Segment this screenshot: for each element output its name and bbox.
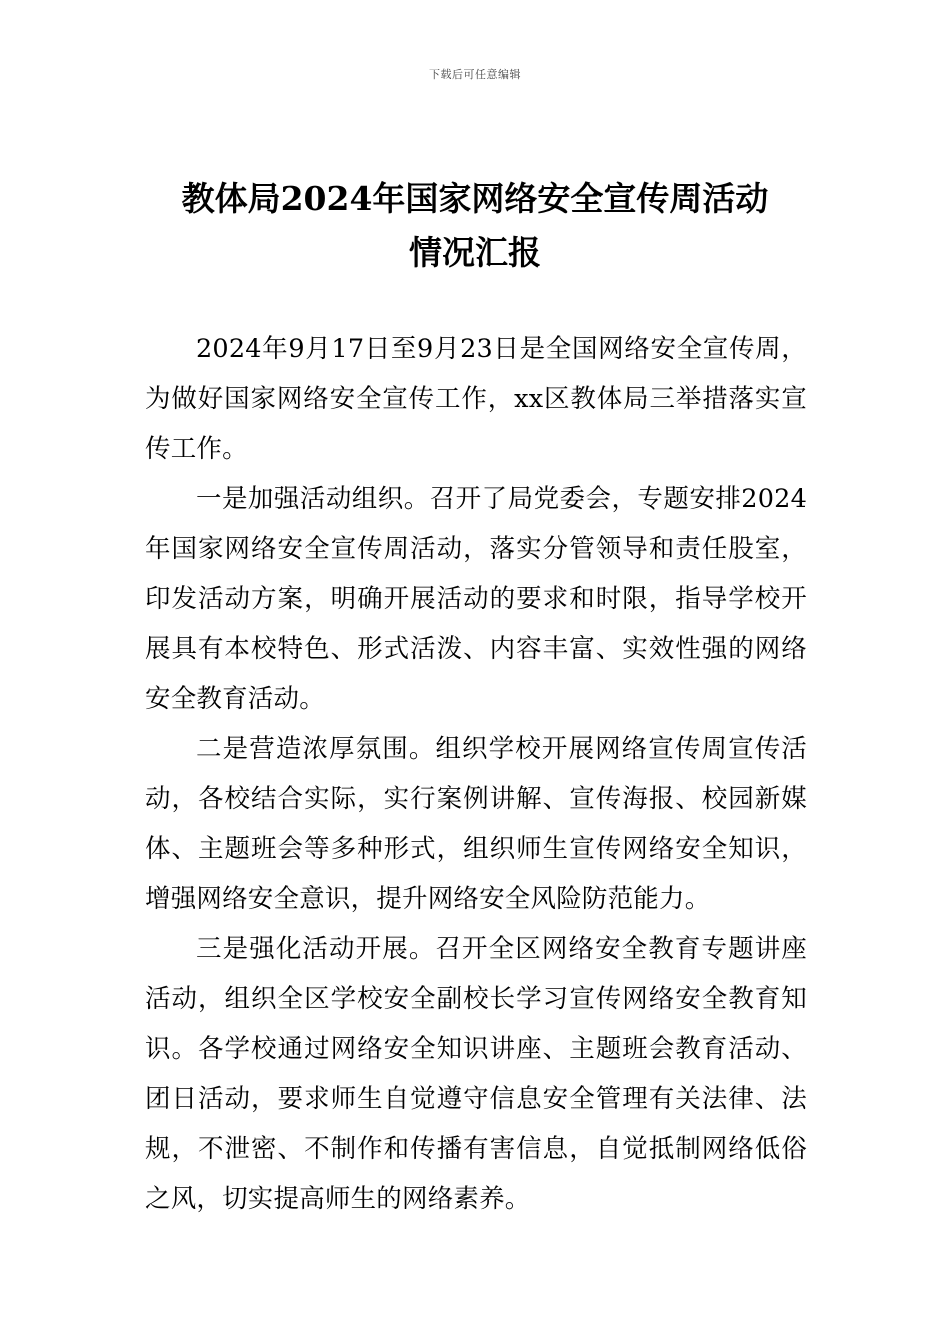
paragraph-atmosphere: 二是营造浓厚氛围。组织学校开展网络宣传周宣传活动，各校结合实际，实行案例讲解、宣传海报、校园新媒体、主题班会等多种形式，组织师生宣传网络安全知识，增强网络安全意识，提升网络安全风险防范能力。 — [145, 734, 807, 914]
paragraph-organization: 一是加强活动组织。召开了局党委会，专题安排2024年国家网络安全宣传周活动，落实分管领导和责任股室，印发活动方案，明确开展活动的要求和时限，指导学校开展具有本校特色、形式活泼、内容丰富、实效性强的网络安全教育活动。 — [145, 484, 807, 714]
title-line-2: 情况汇报 — [409, 233, 541, 272]
title-line-1: 教体局2024年国家网络安全宣传周活动 — [181, 179, 769, 218]
paragraph-intro: 2024年9月17日至9月23日是全国网络安全宣传周，为做好国家网络安全宣传工作，xx区教体局三举措落实宣传工作。 — [145, 334, 807, 464]
document-title — [145, 172, 805, 280]
header-note: 下载后可任意编辑 — [429, 68, 521, 81]
paragraph-activities: 三是强化活动开展。召开全区网络安全教育专题讲座活动，组织全区学校安全副校长学习宣传网络安全教育知识。各学校通过网络安全知识讲座、主题班会教育活动、团日活动，要求师生自觉遵守信息安全管理有关法律、法规，不泄密、不制作和传播有害信息，自觉抵制网络低俗之风，切实提高师生的网络素养。 — [145, 934, 807, 1214]
document-body — [145, 324, 807, 1224]
